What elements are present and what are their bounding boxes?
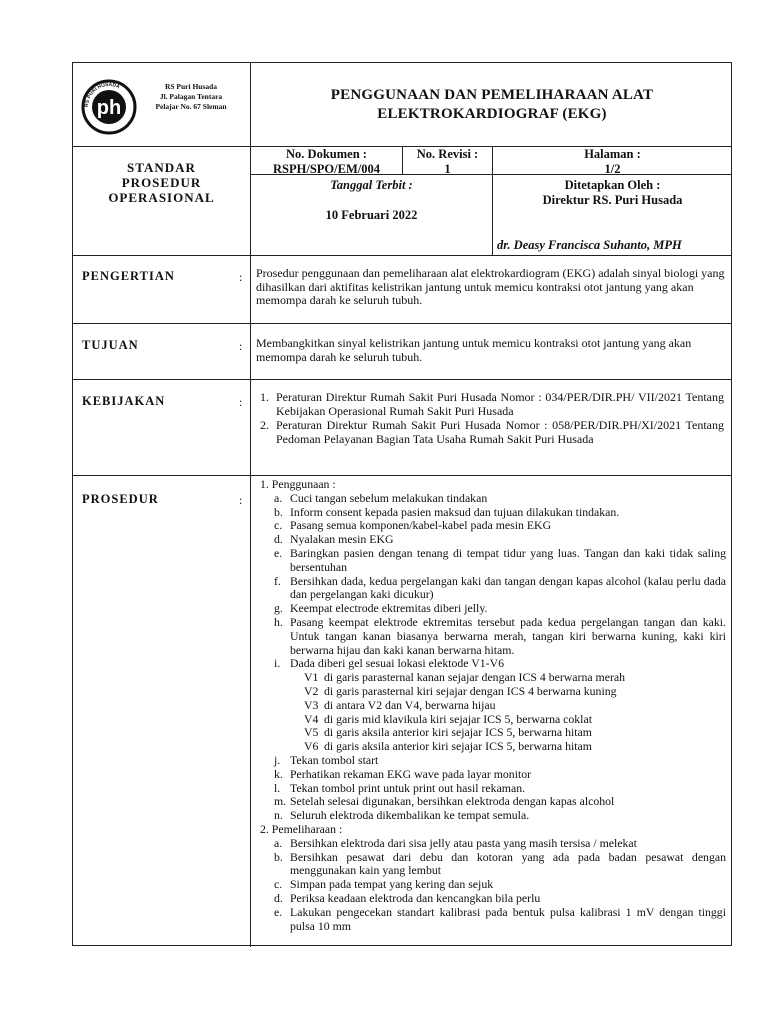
doc-no-label: No. Dokumen : [286,147,367,161]
address-line-1: Jl. Palagan Tentara [159,92,223,101]
revision-number [403,147,492,177]
tujuan-label: TUJUAN [82,338,139,352]
step-letter: l. [274,780,281,795]
tujuan-colon: : [239,339,243,353]
logo-ring-text: RS PURI HUSADA [83,81,121,108]
logo-monogram: ph [96,97,122,119]
step-text: Tekan tombol print untuk print out hasil rekaman. [290,780,526,795]
lead-text: di garis mid klavikula kiri sejajar ICS 5, berwarna coklat [324,711,592,726]
step-letter: d. [274,890,283,905]
lead-position [260,713,726,727]
lead-label: V3 [304,697,319,712]
step-text: Baringkan pasien dengan tenang di tempat tidur yang luas. Tangan dan kaki tidak saling bersentuhan [290,545,726,574]
step-text: Pasang keempat elektrode ektremitas tersebut pada kedua pergelangan tangan dan kaki. Untuk tangan kanan biasanya berwarna merah, tangan kiri berwarna kuning, kaki kiri berwarna hijau dan kaki kanan berwarna hitam. [290,614,726,657]
document-title [251,86,733,124]
step-text: Tekan tombol start [290,752,379,767]
step-letter: m. [274,794,287,809]
procedure-step [260,754,726,768]
procedure-step [260,533,726,547]
lead-position [260,740,726,754]
procedure-step [260,768,726,782]
rule [250,475,251,947]
procedure-step [260,575,726,603]
prosedur-content [260,478,726,933]
lead-position [260,685,726,699]
lead-text: di garis parasternal kanan sejajar dengan ICS 4 berwarna merah [324,670,626,685]
lead-text: di antara V2 dan V4, berwarna hijau [324,697,496,712]
issue-value: 10 Februari 2022 [325,208,418,222]
rev-label: No. Revisi : [416,147,479,161]
lead-text: di garis parasternal kiri sejajar dengan ICS 4 berwarna kuning [324,683,617,698]
procedure-step [260,809,726,823]
page-label: Halaman : [584,147,641,161]
item-number: 1. [260,390,269,404]
pemeliharaan-list [260,837,726,934]
step-text: Lakukan pengecekan standart kalibrasi pada bentuk pulsa kalibrasi 1 mV dengan tinggi pulsa 10 mm [290,904,726,933]
lead-position [260,699,726,713]
lead-text: di garis aksila anterior kiri sejajar ICS 5, berwarna hitam [324,725,592,740]
procedure-step [260,506,726,520]
prosedur-label: PROSEDUR [82,492,159,506]
step-letter: c. [274,877,283,892]
procedure-step [260,892,726,906]
lead-label: V5 [304,725,319,740]
step-text: Dada diberi gel sesuai lokasi elektode V1-V6 [290,656,505,671]
pemeliharaan-title: 2. Pemeliharaan : [260,821,343,836]
page-value: 1/2 [604,162,621,176]
pengertian-label: PENGERTIAN [82,269,175,283]
lead-label: V6 [304,739,319,754]
procedure-step [260,657,726,671]
procedure-step [260,492,726,506]
item-number: 2. [260,418,269,433]
step-text: Bersihkan dada, kedua pergelangan kaki dan tangan dengan kapas alcohol (kalau perlu dada dan pergelangan kaki dicukur) [290,573,726,602]
step-letter: d. [274,532,283,547]
lead-label: V1 [304,670,319,685]
step-letter: a. [274,835,283,850]
hospital-name: RS Puri Husada [164,82,218,91]
rule [73,475,731,476]
sop-label [73,160,250,205]
prosedur-colon: : [239,493,243,507]
pengertian-text: Prosedur penggunaan dan pemeliharaan alat elektrokardiogram (EKG) adalah sinyal biologi yang dihasilkan dari aktifitas kelistrikan jantung untuk memicu kontraksi otot jantung yang akan memompa darah ke seluruh tubuh. [256,266,725,308]
pengertian-colon: : [239,270,243,284]
step-text: Cuci tangan sebelum melakukan tindakan [290,490,488,505]
sop-line-1: STANDAR [127,160,196,175]
step-text: Simpan pada tempat yang kering dan sejuk [290,877,494,892]
procedure-step [260,782,726,796]
kebijakan-list [260,391,724,446]
hospital-address [143,82,239,112]
step-text: Bersihkan elektroda dari sisa jelly atau pasta yang masih tersisa / melekat [290,835,637,850]
step-letter: b. [274,504,283,519]
set-by-role: Direktur RS. Puri Husada [542,193,683,207]
step-text: Bersihkan pesawat dari debu dan kotoran yang ada pada badan pesawat dengan menggunakan kain yang lembut [290,849,726,878]
step-letter: j. [274,752,281,767]
procedure-step [260,878,726,892]
procedure-step [260,602,726,616]
hospital-logo [81,79,137,135]
step-letter: n. [274,808,283,823]
kebijakan-item [260,419,724,446]
step-letter: b. [274,849,283,864]
sop-line-3: OPERASIONAL [108,190,215,205]
rule [73,255,731,256]
title-line-1: PENGGUNAAN DAN PEMELIHARAAN ALAT [330,87,654,103]
sop-document [72,62,732,946]
rule [73,379,731,380]
rule [73,323,731,324]
step-letter: f. [274,573,281,588]
procedure-step [260,906,726,934]
step-letter: g. [274,601,283,616]
step-text: Pasang semua komponen/kabel-kabel pada mesin EKG [290,518,552,533]
step-text: Periksa keadaan elektroda dan kencangkan bila perlu [290,890,541,905]
lead-position [260,671,726,685]
director-name: dr. Deasy Francisca Suhanto, MPH [497,238,682,252]
lead-label: V2 [304,683,319,698]
address-line-2: Pelajar No. 67 Sleman [155,102,227,111]
procedure-step [260,795,726,809]
issue-label: Tanggal Terbit : [330,178,413,192]
step-letter: c. [274,518,283,533]
step-letter: e. [274,545,283,560]
leads-list [260,671,726,754]
step-letter: a. [274,490,283,505]
step-letter: i. [274,656,281,671]
step-text: Setelah selesai digunakan, bersihkan elektroda dengan kapas alcohol [290,794,615,809]
step-text: Perhatikan rekaman EKG wave pada layar monitor [290,766,532,781]
procedure-step [260,547,726,575]
kebijakan-item [260,391,724,418]
issue-date [251,178,492,223]
procedure-step [260,616,726,657]
kebijakan-colon: : [239,395,243,409]
penggunaan-title: 1. Penggunaan : [260,477,336,491]
approval [493,178,732,208]
page-number [493,147,732,177]
step-text: Nyalakan mesin EKG [290,532,394,547]
sop-line-2: PROSEDUR [121,175,202,190]
procedure-step [260,851,726,879]
item-text: Peraturan Direktur Rumah Sakit Puri Husada Nomor : 034/PER/DIR.PH/ VII/2021 Tentang Kebijakan Operasional Rumah Sakit Puri Husada [276,390,724,418]
lead-label: V4 [304,711,319,726]
step-text: Seluruh elektroda dikembalikan ke tempat semula. [290,808,530,823]
tujuan-text: Membangkitkan sinyal kelistrikan jantung untuk memicu kontraksi otot jantung yang akan memompa darah ke seluruh tubuh. [256,336,692,364]
rev-value: 1 [444,162,451,176]
step-text: Inform consent kepada pasien maksud dan tujuan dilakukan tindakan. [290,504,620,519]
item-text: Peraturan Direktur Rumah Sakit Puri Husada Nomor : 058/PER/DIR.PH/XI/2021 Tentang Pedoman Pelayanan Bagian Tata Usaha Rumah Sakit Puri Husada [276,418,724,446]
set-by-label: Ditetapkan Oleh : [564,178,661,192]
rule [250,63,251,475]
kebijakan-label: KEBIJAKAN [82,394,166,408]
step-letter: k. [274,766,283,781]
lead-text: di garis aksila anterior kiri sejajar ICS 5, berwarna hitam [324,739,592,754]
doc-no-value: RSPH/SPO/EM/004 [273,162,380,176]
penggunaan-list-2 [260,754,726,823]
step-text: Keempat electrode ektremitas diberi jelly. [290,601,488,616]
step-letter: e. [274,904,283,919]
step-letter: h. [274,614,283,629]
title-line-2: ELEKTROKARDIOGRAF (EKG) [377,106,607,122]
penggunaan-list [260,492,726,671]
lead-position [260,726,726,740]
document-number [251,147,402,177]
procedure-step [260,519,726,533]
procedure-step [260,837,726,851]
